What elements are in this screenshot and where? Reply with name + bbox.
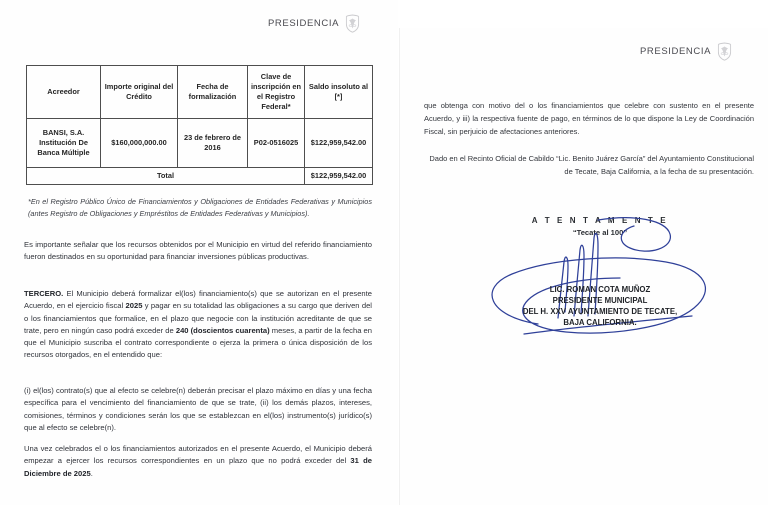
paragraph-una-vez [24, 443, 372, 480]
signatory-title: PRESIDENTE MUNICIPAL [552, 296, 648, 306]
signatory-block [450, 284, 750, 328]
una-vez-deadline: 31 de Diciembre de 2025 [24, 456, 372, 478]
right-paragraph-dado-en: Dado en el Recinto Oficial de Cabildo “Lic. Benito Juárez García” del Ayuntamiento Constitucional de Tecate, Baja California, a la fecha de su presentación. [429, 154, 754, 176]
letterhead-label-right: PRESIDENCIA [640, 46, 712, 57]
total-label: Total [27, 168, 305, 185]
letterhead-left [268, 14, 360, 33]
una-vez-text-2: . [90, 468, 93, 478]
cell-acreedor: BANSI, S.A. Institución De Banca Múltiple [27, 119, 101, 168]
lema-label: “Tecate al 100” [572, 228, 628, 237]
credit-table [26, 65, 373, 185]
cell-clave: P02-0516025 [248, 119, 305, 168]
table-header-row [27, 66, 373, 119]
tercero-text-2: y pagar en su totalidad las obligaciones a su cargo que deriven del o los financiamientos que formalice, en el plazo que negocie con la institución acreditante de que se trate, pero en ningún caso podrá exceder de [24, 301, 372, 335]
paragraph-tercero [24, 288, 372, 362]
tercero-text-1: El Municipio deberá formalizar el(los) financiamiento(s) que se autorizan en el presente Acuerdo, en el ejercicio fiscal [24, 289, 372, 311]
closing-block [450, 216, 750, 237]
table-header-importe: Importe original del Crédito [101, 66, 178, 119]
tercero-text-3: meses, a partir de la fecha en que el Municipio suscriba el contrato correspondiente o ejerza la primera o única disposición de los recursos otorgados, en el entendido que: [24, 325, 373, 360]
table-row [27, 119, 373, 168]
tercero-label: TERCERO. [24, 289, 64, 298]
tercero-months: 240 (doscientos cuarenta) [175, 325, 270, 335]
table-total-row [27, 168, 373, 185]
table-header-acreedor: Acreedor [27, 66, 101, 119]
atentamente-label: A T E N T A M E N T E [531, 216, 669, 225]
signatory-institution: DEL H. XXV AYUNTAMIENTO DE TECATE, [522, 307, 678, 317]
cell-saldo: $122,959,542.00 [305, 119, 373, 168]
eagle-shield-emblem-icon [345, 14, 360, 33]
table-header-fecha: Fecha de formalización [178, 66, 248, 119]
table-footnote: *En el Registro Público Único de Financiamientos y Obligaciones de Entidades Federativas y Municipios (antes Registro de Obligaciones y Empréstitos de Entidades Federativas y Municipios). [28, 197, 372, 218]
right-paragraph-1: que obtenga con motivo del o los financiamientos que celebre con sustento en el presente Acuerdo, y iii) la respectiva fuente de pago, en términos de lo que dispone la Ley de Coordinación Fiscal, sin perjuicio de afectaciones anteriores. [424, 101, 754, 136]
una-vez-text-1: Una vez celebrados el o los financiamientos autorizados en el presente Acuerdo, el Municipio deberá empezar a ejercer los recursos correspondientes en un plazo que no podrá exceder del [24, 444, 372, 466]
paragraph-importante: Es importante señalar que los recursos obtenidos por el Municipio en virtud del referido financiamiento fueron destinados en su oportunidad para financiar inversiones públicas productivas. [24, 240, 372, 262]
signatory-state: BAJA CALIFORNIA. [563, 318, 637, 328]
eagle-shield-emblem-icon-right [717, 42, 732, 61]
cell-importe: $160,000,000.00 [101, 119, 178, 168]
cell-fecha: 23 de febrero de 2016 [178, 119, 248, 168]
paragraph-incisos: (i) el(los) contrato(s) que al efecto se celebre(n) deberán precisar el plazo máximo en días y una fecha específica para el vencimiento del financiamiento de que se trate, (ii) los demás plazos, intereses, comisiones, términos y condiciones serán los que se establezcan en el(los) instrumento(s) jurídico(s) que al efecto se celebre(n). [24, 386, 372, 432]
letterhead-label: PRESIDENCIA [268, 18, 340, 29]
letterhead-right [640, 42, 732, 61]
table-header-saldo: Saldo insoluto al [*] [305, 66, 373, 119]
table-header-clave: Clave de inscripción en el Registro Federal* [248, 66, 305, 119]
total-value: $122,959,542.00 [305, 168, 373, 185]
tercero-year: 2025 [125, 301, 143, 311]
signatory-name: LIC. ROMAN COTA MUÑOZ [549, 285, 651, 294]
